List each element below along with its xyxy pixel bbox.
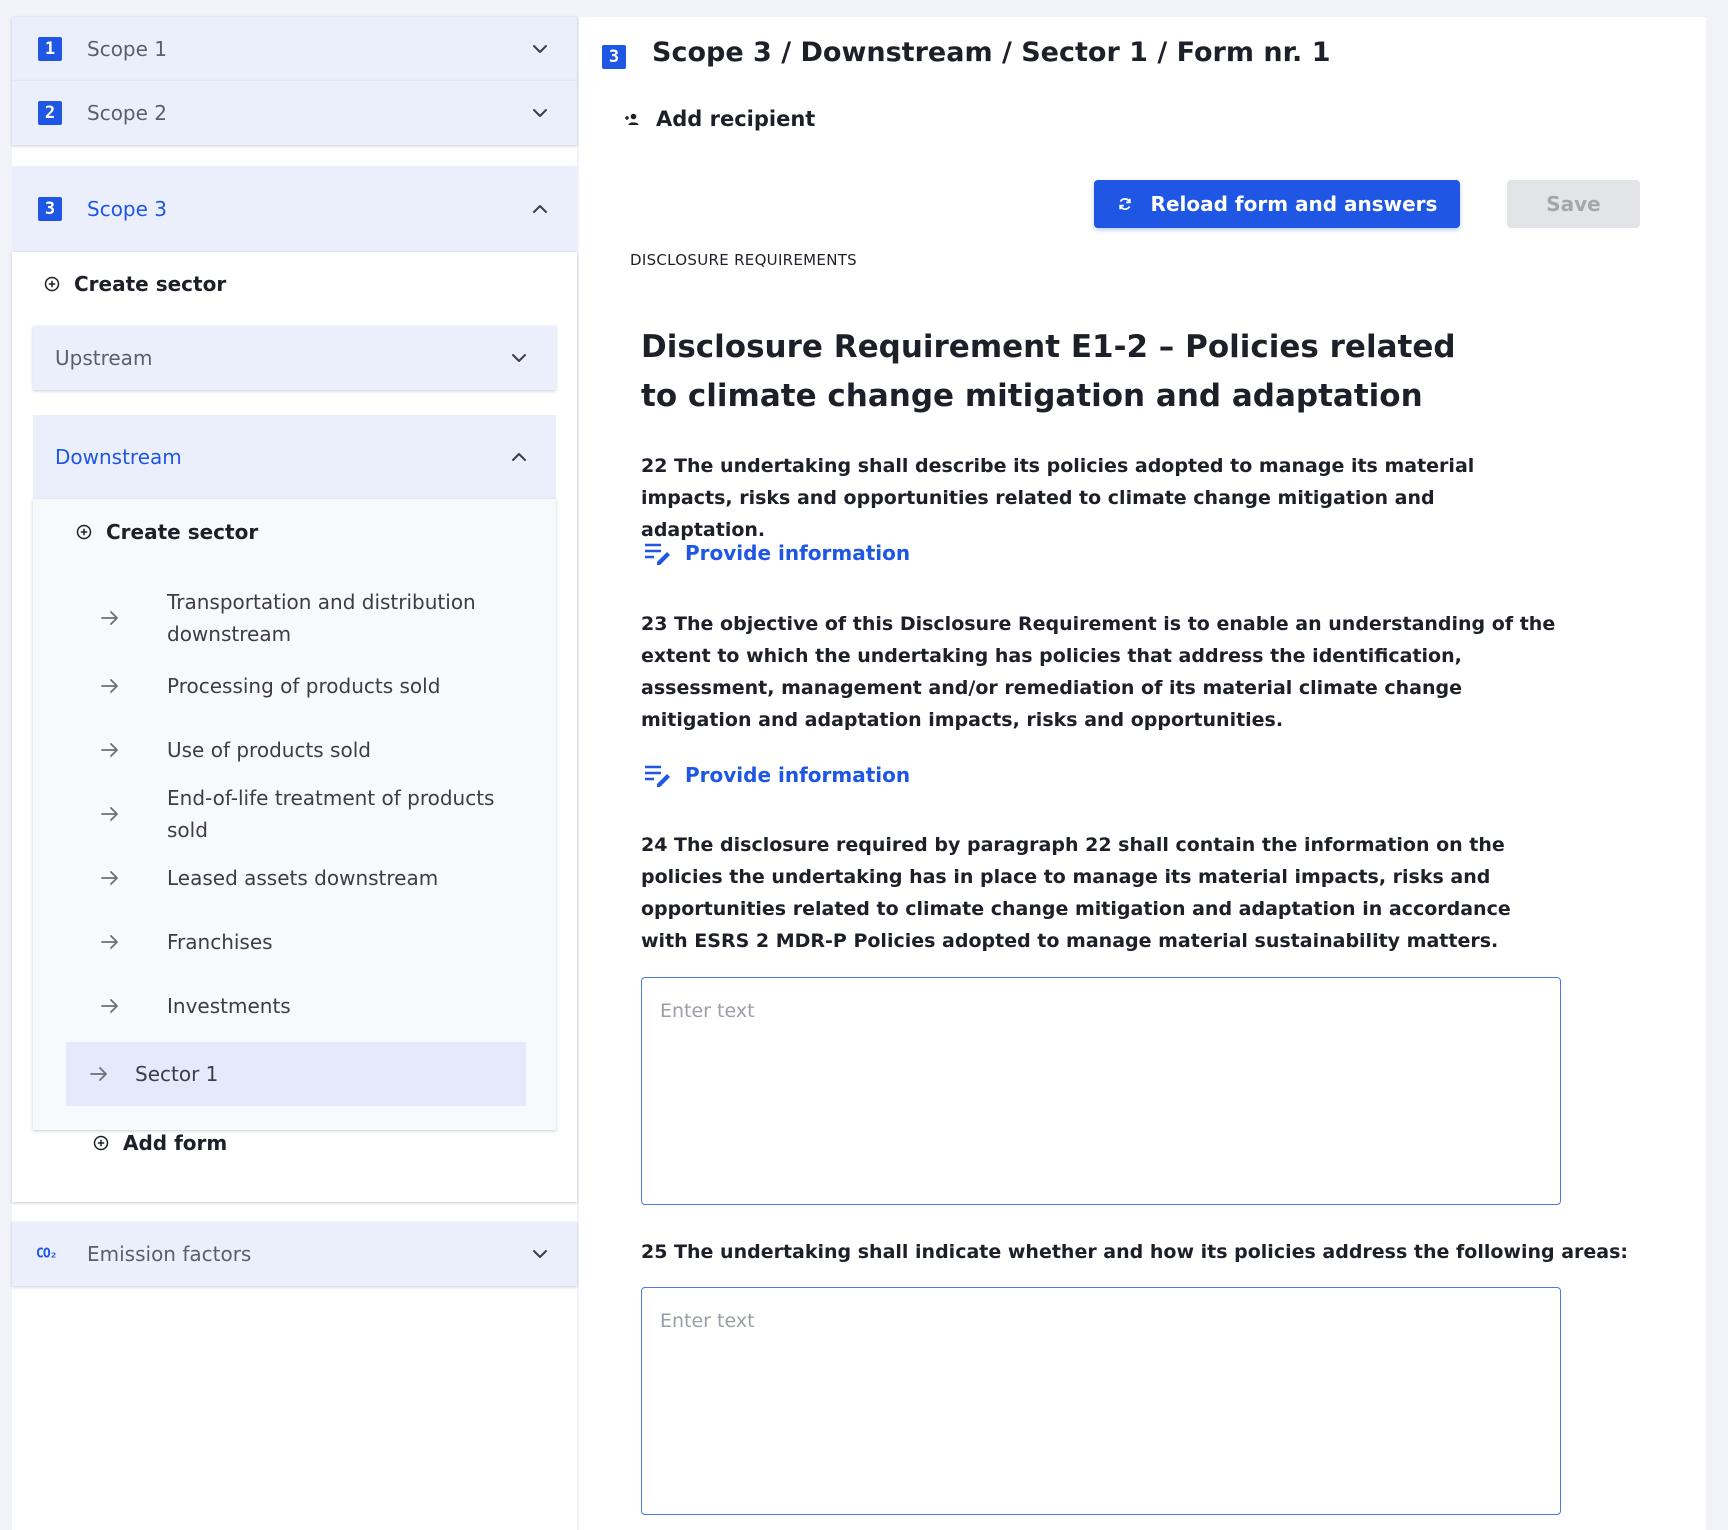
plus-circle-icon [76,524,92,540]
plus-circle-icon [93,1135,109,1151]
sector-item-processing-of-products-sold[interactable] [77,665,537,707]
sector-item-end-of-life-treatment-of-products-sold[interactable] [77,786,537,842]
save-button[interactable]: Save [1507,180,1640,228]
reload-label: Reload form and answers [1150,192,1438,216]
emission-factors-accordion-header[interactable] [12,1222,577,1286]
sidebar [12,17,577,1530]
answer-text-input[interactable] [641,977,1561,1205]
scope3-label: Scope 3 [87,197,168,221]
chevron-down-icon [510,349,528,367]
scope2-accordion-header[interactable] [12,81,577,145]
sector-label: Sector 1 [135,1062,219,1086]
scope2-badge-icon: 2 [38,101,62,125]
reload-icon [1117,196,1133,212]
create-sector-button[interactable] [44,272,226,296]
add-form-label: Add form [123,1131,228,1155]
edit-notes-icon [643,763,671,787]
downstream-accordion-body [33,499,556,1130]
sector-item-leased-assets-downstream[interactable] [77,857,537,899]
sector-label: Processing of products sold [167,674,441,698]
arrow-right-icon [100,868,120,888]
create-sector-label: Create sector [74,272,227,296]
plus-circle-icon [44,276,60,292]
emission-factors-label: Emission factors [87,1242,252,1266]
co2-icon: CO₂ [36,1246,57,1262]
edit-notes-icon [643,541,671,565]
scope3-badge-icon: 3 [602,45,626,69]
scope3-accordion-header[interactable] [12,166,577,252]
chevron-down-icon [531,104,549,122]
sector-item-transportation-and-distribution-downstream[interactable] [77,586,537,650]
arrow-right-icon [100,608,120,628]
sector-label: Transportation and distribution downstream [167,590,476,646]
paragraph-25: 25 The undertaking shall indicate whether and how its policies address the following areas: [641,1241,1629,1263]
sector-item-franchises[interactable] [77,921,537,963]
provide-information-label: Provide information [685,763,911,787]
provide-information-label: Provide information [685,541,911,565]
scope1-accordion-header[interactable] [12,17,577,81]
add-form-button[interactable] [93,1131,227,1155]
chevron-up-icon [510,448,528,466]
section-label: DISCLOSURE REQUIREMENTS [630,251,857,269]
arrow-right-icon [100,932,120,952]
scope2-label: Scope 2 [87,101,168,125]
arrow-right-icon [100,996,120,1016]
main-content [579,17,1706,1530]
sector-label: Use of products sold [167,738,371,762]
arrow-right-icon [100,740,120,760]
sector-label: End-of-life treatment of products sold [167,786,495,842]
sector-label: Investments [167,994,291,1018]
upstream-label: Upstream [55,346,153,370]
sector-item-sector-1[interactable] [66,1042,526,1106]
create-sector-button[interactable] [76,520,258,544]
create-sector-label: Create sector [106,520,259,544]
arrow-right-icon [100,804,120,824]
scope3-badge-icon: 3 [38,197,62,221]
downstream-label: Downstream [55,445,182,469]
page-title: Scope 3 / Downstream / Sector 1 / Form nr. 1 [652,37,1331,68]
add-person-icon [624,111,640,127]
chevron-down-icon [531,1245,549,1263]
requirement-heading: Disclosure Requirement E1-2 – Policies related to climate change mitigation and adaptation [641,329,1456,414]
scope3-accordion-body [12,252,577,1202]
sector-label: Franchises [167,930,273,954]
scope1-label: Scope 1 [87,37,168,61]
paragraph-22: 22 The undertaking shall describe its policies adopted to manage its material impacts, risks and opportunities related to climate change mitigation and adaptation. [641,455,1475,541]
downstream-accordion-header[interactable] [33,415,556,499]
reload-form-button[interactable] [1094,180,1460,228]
add-recipient-label: Add recipient [656,107,816,131]
chevron-down-icon [531,40,549,58]
sector-label: Leased assets downstream [167,866,439,890]
upstream-accordion-header[interactable] [33,326,556,390]
add-recipient-button[interactable] [624,107,815,131]
provide-information-button[interactable] [643,763,910,787]
chevron-up-icon [531,200,549,218]
paragraph-23: 23 The objective of this Disclosure Requirement is to enable an understanding of the extent to which the undertaking has policies that address the identification, assessment, management and/or remediation of its material climate change mitigation and adaptation impacts, risks and opportunities. [641,613,1556,731]
answer-text-input[interactable] [641,1287,1561,1515]
arrow-right-icon [100,676,120,696]
sector-item-investments[interactable] [77,985,537,1027]
sector-item-use-of-products-sold[interactable] [77,729,537,771]
provide-information-button[interactable] [643,541,910,565]
arrow-right-icon [89,1064,109,1084]
paragraph-24: 24 The disclosure required by paragraph 22 shall contain the information on the policies the undertaking has in place to manage its material impacts, risks and opportunities related to climate change mitigation and adaptation in accordance with ESRS 2 MDR-P Policies adopted to manage material sustainability matters. [641,834,1511,952]
scope1-badge-icon: 1 [38,37,62,61]
